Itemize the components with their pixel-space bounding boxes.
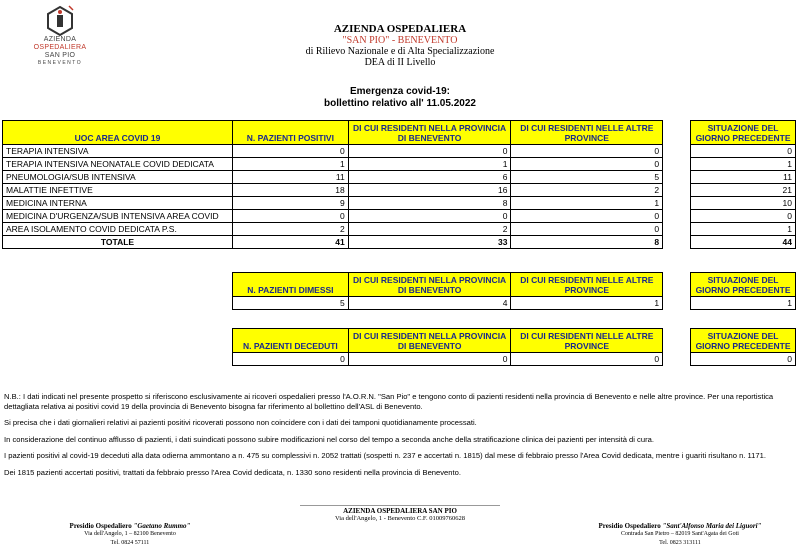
- footer-org-address: Via dell'Angelo, 1 - Benevento C.F. 01009760628: [334, 515, 466, 522]
- footer-right-address: Contrada San Pietro – 82019 Sant'Agata dei Goti: [621, 531, 739, 537]
- note-paragraph: I pazienti positivi al covid-19 deceduti alla data odierna ammontano a n. 475 su complessivi n. 2052 trattati (sospetti n. 237 e accertati n. 1815) dal mese di febbraio presso l'Area Covid dedicata, mentre i guariti risultano n. 1171.: [4, 451, 766, 460]
- cell-bn: 8: [348, 197, 511, 210]
- col-header-prev: SITUAZIONE DEL GIORNO PRECEDENTE: [691, 273, 796, 297]
- col-header-dimessi: N. PAZIENTI DIMESSI: [233, 273, 349, 297]
- col-header-positivi: N. PAZIENTI POSITIVI: [232, 121, 348, 145]
- cell-prev: 21: [691, 184, 796, 197]
- col-header-altre: DI CUI RESIDENTI NELLE ALTRE PROVINCE: [511, 329, 663, 353]
- cell-altre: 0: [511, 353, 663, 366]
- col-header-prev: SITUAZIONE DEL GIORNO PRECEDENTE: [691, 121, 796, 145]
- bulletin-title: Emergenza covid-19:: [349, 86, 451, 97]
- footer-left-phone: Tel. 0824 57111: [110, 540, 150, 546]
- cell-altre: 1: [511, 197, 663, 210]
- header-org: AZIENDA OSPEDALIERA: [333, 23, 467, 35]
- hexagon-logo-icon: [45, 4, 75, 36]
- positive-patients-table: [2, 120, 796, 249]
- col-header-uoc: UOC AREA COVID 19: [3, 121, 233, 145]
- cell-bn: 0: [348, 210, 511, 223]
- logo-text-san-pio: SAN PIO: [44, 52, 76, 59]
- cell-altre: 5: [511, 171, 663, 184]
- logo-text-benevento: BENEVENTO: [37, 60, 83, 66]
- cell-altre: 0: [511, 145, 663, 158]
- row-label: TERAPIA INTENSIVA NEONATALE COVID DEDICATA: [3, 158, 233, 171]
- total-bn: 33: [348, 236, 511, 249]
- cell-bn: 1: [348, 158, 511, 171]
- col-header-prev: SITUAZIONE DEL GIORNO PRECEDENTE: [691, 329, 796, 353]
- cell-altre: 2: [511, 184, 663, 197]
- col-header-bn: DI CUI RESIDENTI NELLA PROVINCIA DI BENEVENTO: [348, 121, 511, 145]
- cell-dimessi: 5: [233, 297, 349, 310]
- cell-bn: 4: [348, 297, 511, 310]
- footer-center: [300, 507, 500, 522]
- discharged-patients-table: [232, 272, 796, 310]
- bulletin-date: bollettino relativo all' 11.05.2022: [324, 98, 476, 109]
- cell-positivi: 0: [232, 210, 348, 223]
- table-row: [3, 184, 796, 197]
- total-prev: 44: [691, 236, 796, 249]
- footer-left-name: "Gaetano Rummo": [133, 522, 191, 530]
- cell-prev: 11: [691, 171, 796, 184]
- cell-positivi: 9: [232, 197, 348, 210]
- cell-positivi: 18: [232, 184, 348, 197]
- cell-prev: 0: [691, 210, 796, 223]
- footer-right-phone: Tel. 0823 313111: [659, 540, 701, 546]
- footer-left-prefix: Presidio Ospedaliero: [69, 522, 134, 530]
- footer-divider: [300, 505, 500, 506]
- logo-text-azienda: AZIENDA: [43, 36, 77, 43]
- cell-bn: 2: [348, 223, 511, 236]
- table-row: [3, 145, 796, 158]
- footer-left-address: Via dell'Angelo, 1 – 82100 Benevento: [84, 531, 176, 537]
- footer-right-name: "Sant'Alfonso Maria dei Liguori": [662, 522, 762, 530]
- cell-positivi: 0: [232, 145, 348, 158]
- hospital-logo: [28, 4, 92, 80]
- total-positivi: 41: [232, 236, 348, 249]
- table-row: [3, 171, 796, 184]
- cell-altre: 0: [511, 158, 663, 171]
- footer-org-name: AZIENDA OSPEDALIERA SAN PIO: [343, 507, 457, 515]
- cell-bn: 6: [348, 171, 511, 184]
- table-row: [3, 223, 796, 236]
- cell-altre: 0: [511, 223, 663, 236]
- total-row: [3, 236, 796, 249]
- bulletin-title-block: [200, 86, 600, 110]
- row-label: TERAPIA INTENSIVA: [3, 145, 233, 158]
- cell-prev: 1: [691, 158, 796, 171]
- table-row: [233, 353, 796, 366]
- table-row: [3, 210, 796, 223]
- cell-altre: 0: [511, 210, 663, 223]
- total-altre: 8: [511, 236, 663, 249]
- row-label: MEDICINA INTERNA: [3, 197, 233, 210]
- cell-altre: 1: [511, 297, 663, 310]
- col-header-altre: DI CUI RESIDENTI NELLE ALTRE PROVINCE: [511, 273, 663, 297]
- cell-prev: 1: [691, 297, 796, 310]
- cell-bn: 0: [348, 145, 511, 158]
- cell-deceduti: 0: [233, 353, 349, 366]
- table-row: [3, 158, 796, 171]
- cell-positivi: 2: [232, 223, 348, 236]
- cell-prev: 1: [691, 223, 796, 236]
- note-paragraph: Si precisa che i dati giornalieri relativi ai pazienti positivi ricoverati possono non coincidere con i dati dei tamponi quotidianamente processati.: [4, 418, 477, 427]
- cell-prev: 10: [691, 197, 796, 210]
- cell-prev: 0: [691, 353, 796, 366]
- row-label: MEDICINA D'URGENZA/SUB INTENSIVA AREA COVID: [3, 210, 233, 223]
- footer-right-prefix: Presidio Ospedaliero: [598, 522, 663, 530]
- cell-prev: 0: [691, 145, 796, 158]
- footer-rummo: [20, 522, 240, 548]
- col-header-bn: DI CUI RESIDENTI NELLA PROVINCIA DI BENEVENTO: [348, 273, 511, 297]
- note-paragraph: In considerazione del continuo afflusso di pazienti, i dati suindicati possono subire modificazioni nel corso del tempo a seconda anche della stratificazione clinica dei pazienti per intensità di cura.: [4, 434, 654, 444]
- row-label: MALATTIE INFETTIVE: [3, 184, 233, 197]
- col-header-deceduti: N. PAZIENTI DECEDUTI: [233, 329, 349, 353]
- logo-text-ospedaliera: OSPEDALIERA: [33, 44, 87, 51]
- cell-bn: 16: [348, 184, 511, 197]
- col-header-bn: DI CUI RESIDENTI NELLA PROVINCIA DI BENEVENTO: [348, 329, 511, 353]
- cell-positivi: 1: [232, 158, 348, 171]
- row-label: AREA ISOLAMENTO COVID DEDICATA P.S.: [3, 223, 233, 236]
- header-hospital-name: "SAN PIO" - BENEVENTO: [342, 35, 458, 46]
- header-subtitle: di Rilievo Nazionale e di Alta Specializzazione: [305, 46, 495, 57]
- note-paragraph: N.B.: I dati indicati nel presente prospetto si riferiscono esclusivamente ai ricoveri ospedalieri presso l'A.O.R.N. "San Pio" e tengono conto di pazienti residenti nella provincia di Benevento e nelle altre province. Per una reportistica dettagliata relativa ai positivi covid 19 della provincia di Benevento bisogna far riferimento al bollettino dell'ASL di Benevento.: [4, 392, 774, 411]
- row-label: PNEUMOLOGIA/SUB INTENSIVA: [3, 171, 233, 184]
- notes-section: [4, 392, 796, 484]
- document-header: [200, 24, 600, 68]
- table-row: [3, 197, 796, 210]
- cell-positivi: 11: [232, 171, 348, 184]
- deceased-patients-table: [232, 328, 796, 366]
- total-label: TOTALE: [3, 236, 233, 249]
- header-dea-level: DEA di II Livello: [364, 57, 436, 68]
- cell-bn: 0: [348, 353, 511, 366]
- footer-santagata: [570, 522, 790, 548]
- table-row: [233, 297, 796, 310]
- col-header-altre: DI CUI RESIDENTI NELLE ALTRE PROVINCE: [511, 121, 663, 145]
- note-paragraph: Dei 1815 pazienti accertati positivi, trattati da febbraio presso l'Area Covid dedicata, n. 1330 sono residenti nella provincia di Benevento.: [4, 467, 461, 477]
